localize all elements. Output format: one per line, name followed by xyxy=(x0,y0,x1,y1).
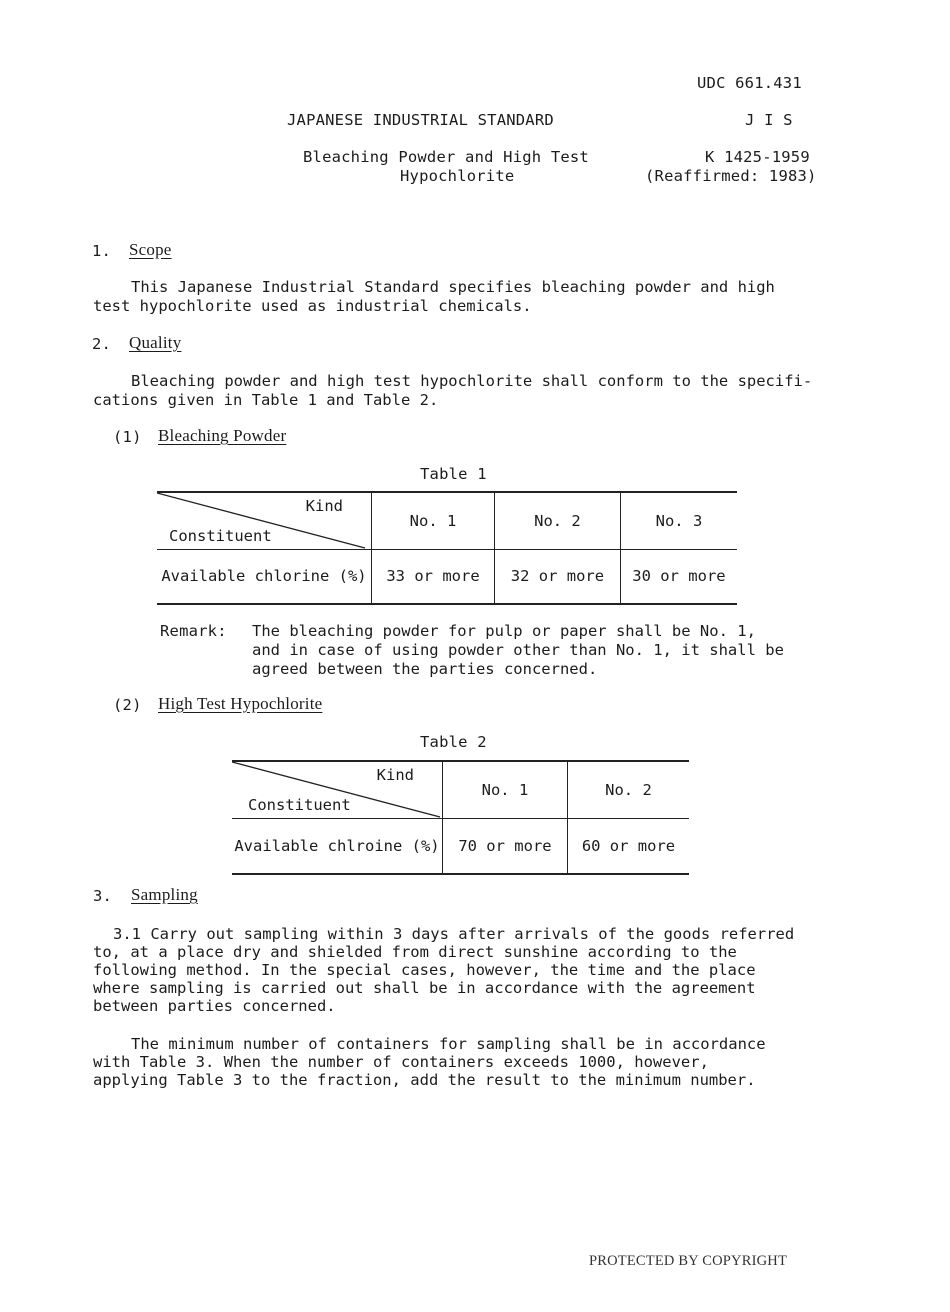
sampling-p2-line-3: applying Table 3 to the fraction, add the result to the minimum number. xyxy=(93,1071,756,1089)
section-title-quality: Quality xyxy=(129,333,182,352)
scope-line-1: This Japanese Industrial Standard specifies bleaching powder and high xyxy=(131,278,775,296)
title-line-2: Hypochlorite xyxy=(400,167,515,185)
sampling-p1-line-3: following method. In the special cases, however, the time and the place xyxy=(93,961,756,979)
table2-col-header: No. 1 xyxy=(443,761,568,819)
jis-mark: J I S xyxy=(745,111,793,129)
quality-line-1: Bleaching powder and high test hypochlorite shall conform to the specifi- xyxy=(131,372,813,390)
table2-caption: Table 2 xyxy=(420,733,487,751)
reaffirmed-date: (Reaffirmed: 1983) xyxy=(645,167,817,185)
subsection-title-bleaching-powder: Bleaching Powder xyxy=(158,426,287,445)
table2-row-label: Available chlroine (%) xyxy=(232,819,443,874)
remark-label: Remark: xyxy=(160,622,227,640)
table1-caption: Table 1 xyxy=(420,465,487,483)
remark-line-2: and in case of using powder other than No. 1, it shall be xyxy=(252,641,784,659)
table1-cell: 32 or more xyxy=(494,550,620,604)
table2-cell: 60 or more xyxy=(567,819,689,874)
kind-label: Kind xyxy=(305,497,343,515)
table-2 xyxy=(232,760,689,875)
scope-line-2: test hypochlorite used as industrial chemicals. xyxy=(93,297,532,315)
title-line-1: Bleaching Powder and High Test xyxy=(303,148,589,166)
copyright-notice: PROTECTED BY COPYRIGHT xyxy=(589,1253,788,1269)
sampling-p2-line-2: with Table 3. When the number of containers exceeds 1000, however, xyxy=(93,1053,709,1071)
subsection-number: (1) xyxy=(113,428,142,446)
standard-org: JAPANESE INDUSTRIAL STANDARD xyxy=(287,111,554,129)
kind-label: Kind xyxy=(376,766,414,784)
sampling-p1-line-4: where sampling is carried out shall be in accordance with the agreement xyxy=(93,979,756,997)
section-number: 3. xyxy=(93,887,113,905)
sampling-p2-line-1: The minimum number of containers for sampling shall be in accordance xyxy=(131,1035,766,1053)
remark-line-3: agreed between the parties concerned. xyxy=(252,660,598,678)
standard-number: K 1425-1959 xyxy=(705,148,810,166)
table-1 xyxy=(157,491,737,605)
quality-line-2: cations given in Table 1 and Table 2. xyxy=(93,391,439,409)
udc-number: UDC 661.431 xyxy=(697,74,802,92)
table1-col-header: No. 2 xyxy=(494,492,620,550)
remark-line-1: The bleaching powder for pulp or paper shall be No. 1, xyxy=(252,622,756,640)
table1-col-header: No. 1 xyxy=(372,492,495,550)
table-row xyxy=(157,550,737,604)
table2-col-header: No. 2 xyxy=(567,761,689,819)
table-row xyxy=(232,819,689,874)
constituent-label: Constituent xyxy=(248,796,351,814)
table1-cell: 30 or more xyxy=(620,550,737,604)
constituent-label: Constituent xyxy=(169,527,272,545)
table1-cell: 33 or more xyxy=(372,550,495,604)
section-number: 2. xyxy=(92,335,112,353)
subsection-title-hth: High Test Hypochlorite xyxy=(158,694,323,713)
table1-row-label: Available chlorine (%) xyxy=(157,550,372,604)
section-number: 1. xyxy=(92,242,112,260)
table2-header-diagonal xyxy=(232,761,443,819)
section-title-sampling: Sampling xyxy=(131,885,198,904)
table1-header-diagonal xyxy=(157,492,372,550)
sampling-p1-line-5: between parties concerned. xyxy=(93,997,336,1015)
sampling-p1-line-2: to, at a place dry and shielded from direct sunshine according to the xyxy=(93,943,737,961)
sampling-p1-line-1: 3.1 Carry out sampling within 3 days after arrivals of the goods referred xyxy=(113,925,795,943)
table1-col-header: No. 3 xyxy=(620,492,737,550)
subsection-number: (2) xyxy=(113,696,142,714)
section-title-scope: Scope xyxy=(129,240,172,259)
table2-cell: 70 or more xyxy=(443,819,568,874)
